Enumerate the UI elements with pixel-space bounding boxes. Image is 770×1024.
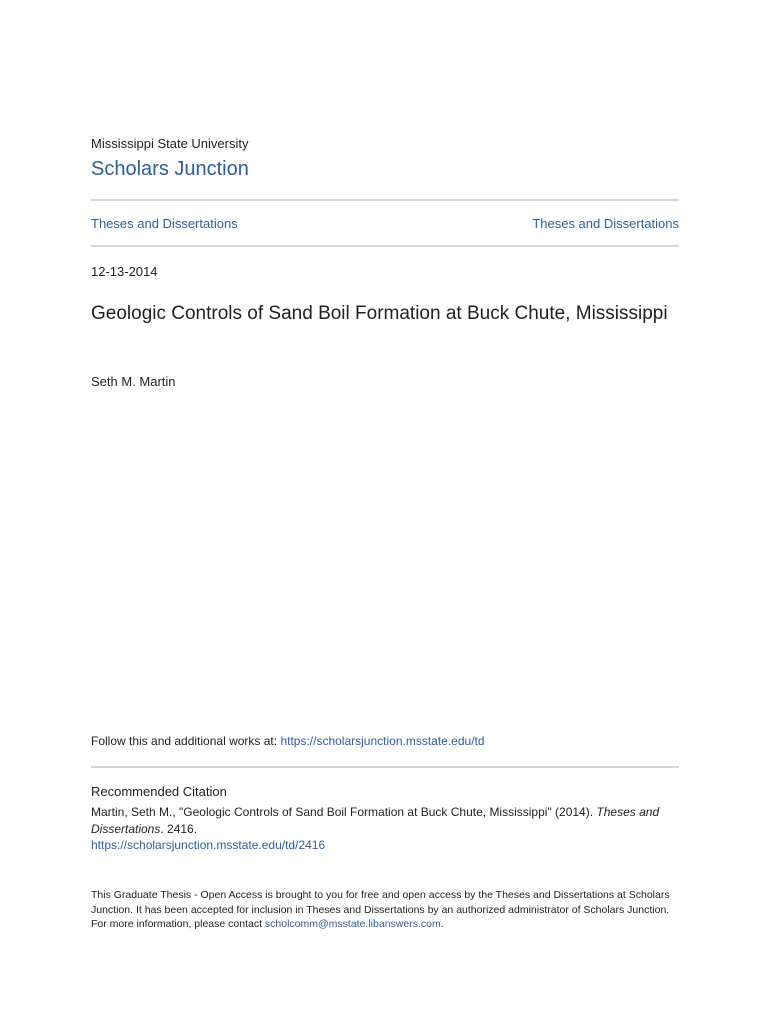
divider-citation [91, 766, 679, 768]
follow-url-link[interactable]: https://scholarsjunction.msstate.edu/td [280, 734, 485, 748]
notice-end: . [440, 918, 444, 930]
citation-text: Martin, Seth M., "Geologic Controls of Sand Boil Formation at Buck Chute, Mississippi" (2014). [91, 805, 597, 819]
citation-heading: Recommended Citation [91, 784, 227, 799]
notice-text: This Graduate Thesis - Open Access is brought to you for free and open access by the Theses and Dissertations at Scholars Junction. It has been accepted for inclusion in Theses and Dissertations by an authorized administrator of Scholars Junction. For more information, please contact [91, 889, 670, 930]
publication-date: 12-13-2014 [91, 264, 158, 279]
citation-series: Theses and Dissertations [91, 805, 660, 836]
document-title: Geologic Controls of Sand Boil Formation at Buck Chute, Mississippi [91, 303, 668, 324]
access-notice [91, 888, 679, 932]
divider-nav [91, 245, 679, 247]
citation-block [91, 804, 679, 854]
citation-url-link[interactable]: https://scholarsjunction.msstate.edu/td/2416 [91, 838, 326, 852]
collection-link-right[interactable]: Theses and Dissertations [532, 216, 679, 231]
collection-link-left[interactable]: Theses and Dissertations [91, 216, 238, 231]
author-name: Seth M. Martin [91, 374, 176, 389]
divider-top [91, 199, 679, 201]
repository-link[interactable]: Scholars Junction [91, 158, 249, 180]
follow-label: Follow this and additional works at: [91, 734, 281, 748]
contact-email-link[interactable]: scholcomm@msstate.libanswers.com [264, 918, 441, 930]
institution-name: Mississippi State University [91, 136, 249, 151]
cover-page [91, 0, 679, 1024]
citation-number: . 2416. [160, 821, 198, 836]
follow-line [91, 734, 485, 748]
